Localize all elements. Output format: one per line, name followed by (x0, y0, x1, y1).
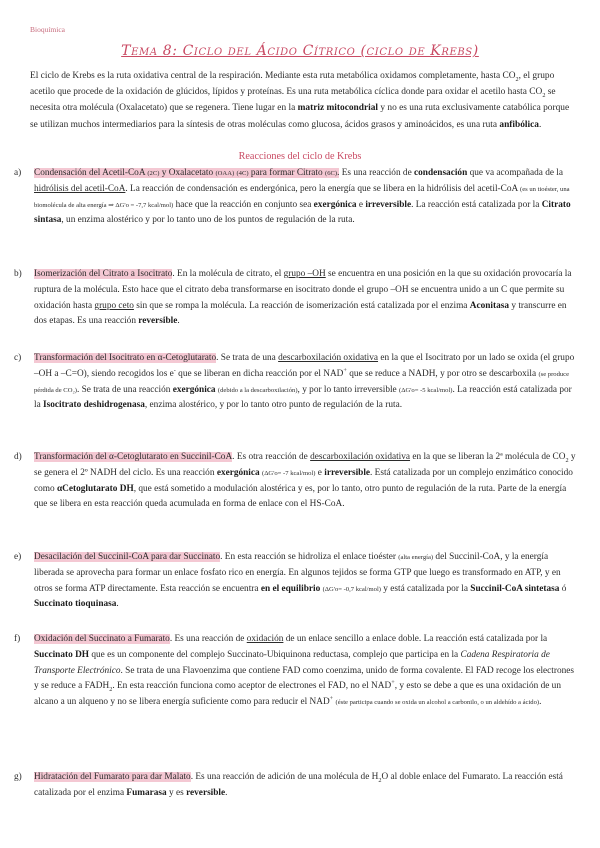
item-marker: d) (14, 452, 22, 462)
item-marker: f) (14, 634, 21, 644)
reaction-item-a (14, 166, 576, 229)
item-text: Transformación del α-Cetoglutarato en Succinil-CoA. Es otra reacción de descarboxilación oxidativa en la que se liberan la 2ª molécula de $CO_2$ y se genera el 2º NADH del ciclo. Es una reacción exergónica (ΔG'o= -7 kcal/mol) e irreversible. Está catalizada por un complejo enzimático conocido como αCetoglutarato DH, que está sometido a modulación alostérica y es, por lo tanto, otro punto de regulación de la ruta. Parte de la energía que se libera en esta reacción queda acumulada en forma de enlace con el HS-CoA. (34, 452, 576, 510)
highlighted-heading: Hidratación del Fumarato para dar Malato (34, 772, 191, 782)
running-header: Bioquímica (30, 25, 65, 34)
intro-paragraph: El ciclo de Krebs es la ruta oxidativa central de la respiración. Mediante esta ruta metabólica oxidamos completamente, hasta $CO_2$, el grupo acetilo que procede de la oxidación de glúcidos, lípidos y proteínas. Es una ruta metabólica cíclica donde para oxidar el acetilo hasta $CO_2$ se necesita otra molécula (Oxalacetato) que se regenera. Tiene lugar en la matriz mitocondrial y no es una ruta exclusivamente catabólica porque se utilizan muchos intermediarios para la síntesis de otras moléculas como glucosa, ácidos grasos y aminoácidos, es una ruta anfibólica. (30, 71, 570, 130)
item-marker: c) (14, 353, 22, 363)
section-title: Reacciones del ciclo de Krebs (238, 151, 362, 162)
highlighted-heading: Transformación del Isocitrato en α-Cetoglutarato (34, 353, 217, 363)
item-text: Condensación del Acetil-CoA (2C) y Oxalacetato (OAA) (4C) para formar Citrato (6C). Es una reacción de condensación que va acompañada de la hidrólisis del acetil-CoA. La reacción de condensación es endergónica, pero la energía que se libera en la hidrólisis del acetil-CoA (es un tioéster, una biomolécula de alta energía ⇒ ΔG'o = -7,7 kcal/mol) hace que la reacción en conjunto sea exergónica e irreversible. La reacción está catalizada por la Citrato sintasa, un enzima alostérico y por lo tanto uno de los puntos de regulación de la ruta. (34, 168, 571, 226)
item-marker: a) (14, 168, 22, 178)
item-text: Oxidación del Succinato a Fumarato. Es una reacción de oxidación de un enlace sencillo a enlace doble. La reacción está catalizada por la Succinato DH que es un componente del complejo Succinato-Ubiquinona reductasa, complejo que participa en la Cadena Respiratoria de Transporte Electrónico. Se trata de una Flavoenzima que contiene FAD como coenzima, unido de forma covalente. El FAD recoge los electrones y se reduce a $FADH_2$. En esta reacción funciona como aceptor de electrones el FAD, no el NAD+, y esto se debe a que es una oxidación de un alcano a un alqueno y no se libera energía suficiente como para reducir el NAD+ (éste participa cuando se oxida un alcohol a carbonilo, o un aldehído a ácido). (34, 634, 575, 708)
item-text: Hidratación del Fumarato para dar Malato. Es una reacción de adición de una molécula de $H_2O$ al doble enlace del Fumarato. La reacción está catalizada por el enzima Fumarasa y es reversible. (34, 772, 563, 798)
reaction-item-e (14, 550, 576, 613)
item-text: Desacilación del Succinil-CoA para dar Succinato. En esta reacción se hidroliza el enlace tioéster (alta energía) del Succinil-CoA, y la energía liberada se aprovecha para formar un enlace fosfato rico en energía. En algunos tejidos se forma GTP que luego es transformado en ATP, y en otros se forma ATP directamente. Esta reacción se encuentra en el equilibrio (ΔG'o= -0,7 kcal/mol) y está catalizada por la Succinil-CoA sintetasa ó Succinato tioquinasa. (34, 552, 567, 610)
highlighted-heading: Desacilación del Succinil-CoA para dar Succinato (34, 552, 221, 562)
reaction-item-f (14, 632, 576, 711)
reaction-item-c (14, 351, 576, 414)
reaction-item-b (14, 267, 576, 330)
highlighted-heading: Transformación del α-Cetoglutarato en Succinil-CoA (34, 452, 233, 462)
highlighted-heading: Isomerización del Citrato a Isocitrato (34, 269, 173, 279)
reaction-item-d (14, 450, 576, 513)
item-text: Isomerización del Citrato a Isocitrato. En la molécula de citrato, el grupo –OH se encuentra en una posición en la que su oxidación provocaría la ruptura de la molécula. Esto hace que el citrato deba transformarse en isocitrato donde el grupo –OH se encuentra unido a un C que permite su oxidación hasta grupo ceto sin que se rompa la molécula. La reacción de isomerización está catalizada por el enzima Aconitasa y transcurre en dos etapas. Es una reacción reversible. (34, 269, 572, 327)
item-marker: g) (14, 772, 22, 782)
item-text: Transformación del Isocitrato en α-Cetoglutarato. Se trata de una descarboxilación oxidativa en la que el Isocitrato por un lado se oxida (el grupo –OH a –C=O), siendo recogidos los e- que se liberan en dicha reacción por el NAD+ que se reduce a NADH, y por otro se descarboxila (se produce pérdida de CO₂). Se trata de una reacción exergónica (debido a la descarboxilación), y por lo tanto irreversible (ΔG'o= -5 kcal/mol). La reacción está catalizada por la Isocitrato deshidrogenasa, enzima alostérico, y por lo tanto otro punto de regulación de la ruta. (34, 353, 575, 411)
item-marker: e) (14, 552, 22, 562)
highlighted-heading: Oxidación del Succinato a Fumarato (34, 634, 170, 644)
item-marker: b) (14, 269, 22, 279)
highlighted-heading: Condensación del Acetil-CoA (2C) y Oxalacetato (OAA) (4C) para formar Citrato (6C). (34, 168, 340, 178)
reaction-item-g (14, 770, 576, 802)
page-title: Tema 8: Ciclo del Ácido Cítrico (ciclo de Krebs) (121, 43, 479, 59)
